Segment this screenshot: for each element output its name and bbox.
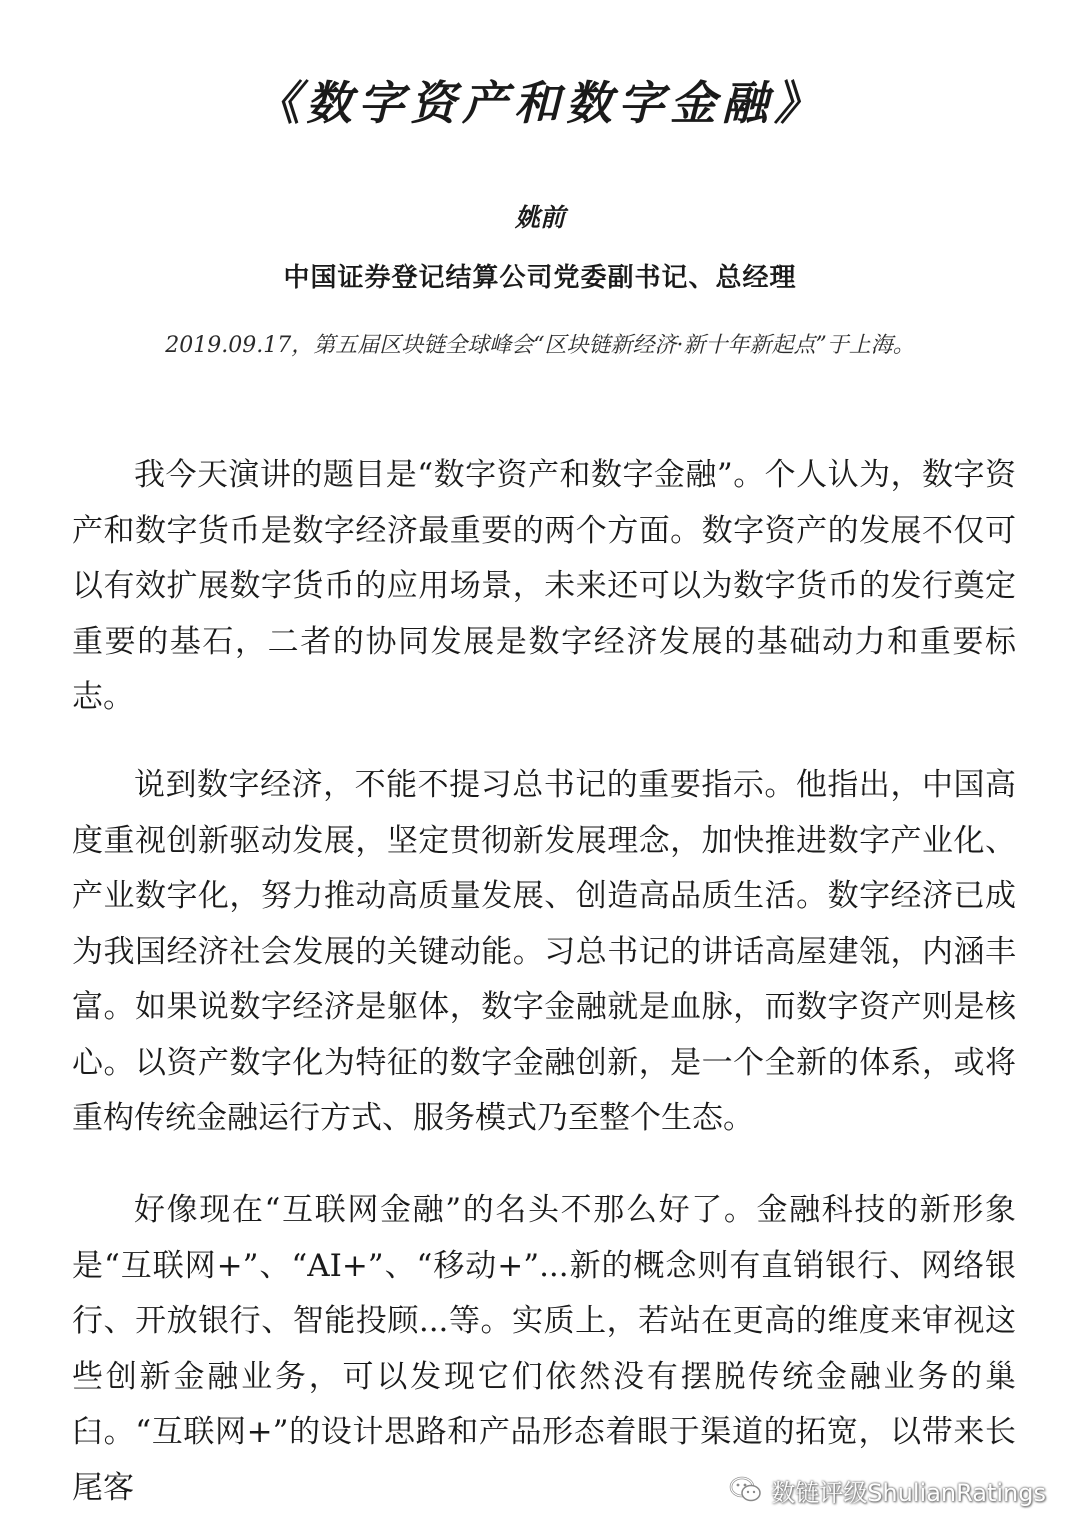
paragraph-3: 好像现在“互联网金融”的名头不那么好了。金融科技的新形象是“互联网+”、“AI+”、“移动+”...新的概念则有直销银行、网络银行、开放银行、智能投顾...等。实质上，若站在更高的维度来审视这些创新金融业务，可以发现它们依然没有摆脱传统金融业务的巢臼。“互联网+”的设计思路和产品形态着眼于渠道的拓宽，以带来长尾客	[72, 1192, 1016, 1506]
event-info: 2019.09.17，第五届区块链全球峰会“区块链新经济·新十年新起点”于上海。	[165, 333, 915, 358]
author-name: 姚前	[514, 203, 565, 232]
paragraph-1: 我今天演讲的题目是“数字资产和数字金融”。个人认为，数字资产和数字货币是数字经济最重要的两个方面。数字资产的发展不仅可以有效扩展数字货币的应用场景，未来还可以为数字货币的发行奠定重要的基石，二者的协同发展是数字经济发展的基础动力和重要标志。	[72, 457, 1016, 715]
watermark	[729, 1468, 1046, 1512]
wechat-icon	[729, 1475, 763, 1505]
author-affiliation: 中国证券登记结算公司党委副书记、总经理	[283, 263, 797, 293]
watermark-text: 数链评级ShulianRatings	[771, 1478, 1046, 1507]
document-title: 《数字资产和数字金融》	[254, 76, 826, 130]
paragraph-2: 说到数字经济，不能不提习总书记的重要指示。他指出，中国高度重视创新驱动发展，坚定贯彻新发展理念，加快推进数字产业化、产业数字化，努力推动高质量发展、创造高品质生活。数字经济已成为我国经济社会发展的关键动能。习总书记的讲话高屋建瓴，内涵丰富。如果说数字经济是躯体，数字金融就是血脉，而数字资产则是核心。以资产数字化为特征的数字金融创新，是一个全新的体系，或将重构传统金融运行方式、服务模式乃至整个生态。	[72, 767, 1016, 1136]
